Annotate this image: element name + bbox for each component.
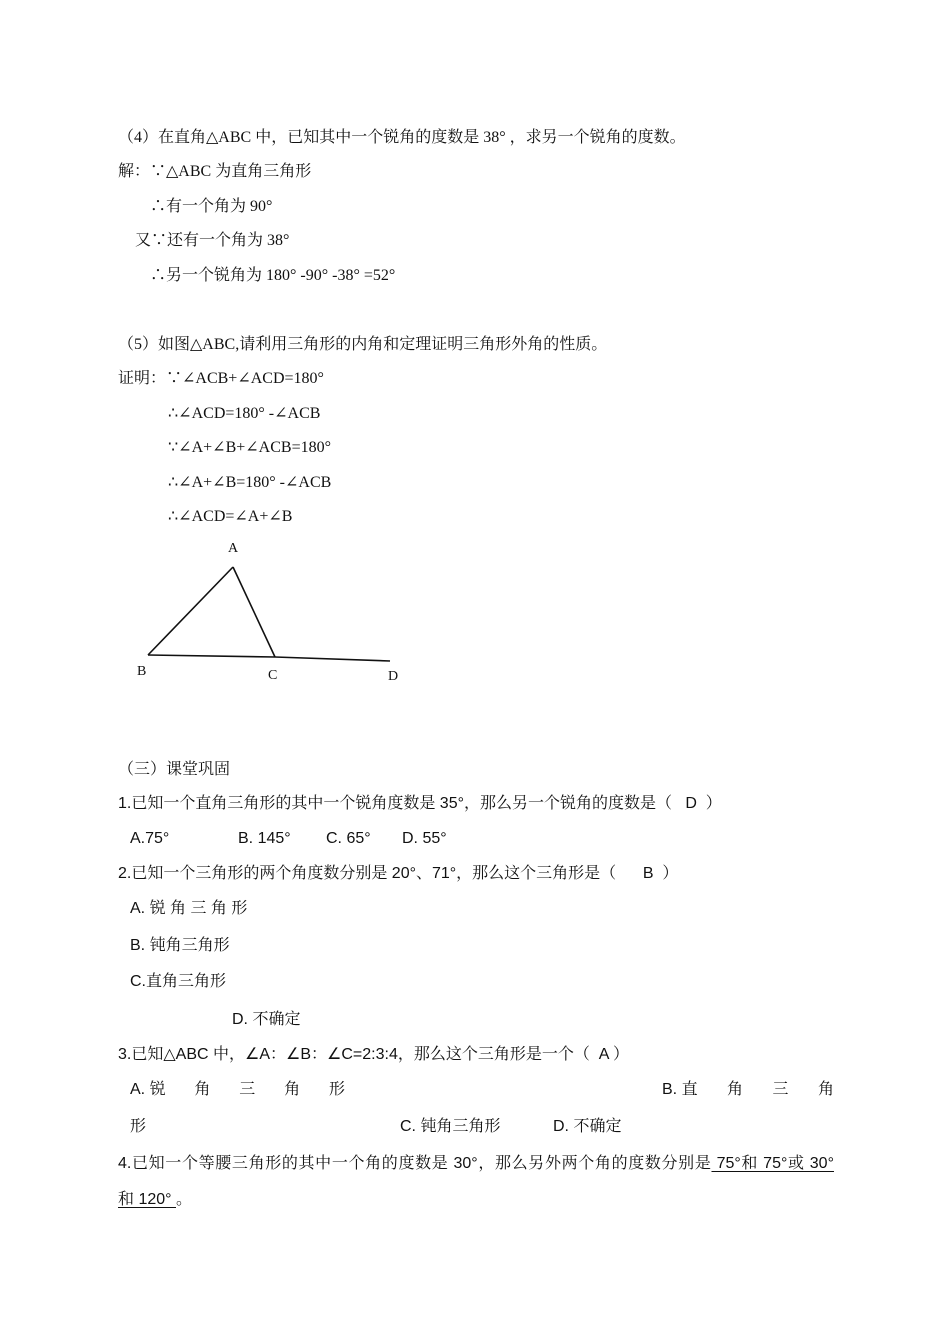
q1-stem: 1.已知一个直角三角形的其中一个锐角度数是 35°，那么另一个锐角的度数是（ D ） bbox=[118, 795, 722, 812]
q4-stem-line bbox=[118, 1154, 834, 1174]
q1-option-d: D. 55° bbox=[402, 830, 447, 847]
part4-solution-line-4: ∴另一个锐角为 180° -90° -38° =52° bbox=[150, 267, 396, 284]
segment-ac bbox=[233, 567, 275, 657]
part5-question: （5）如图△ABC,请利用三角形的内角和定理证明三角形外角的性质。 bbox=[118, 336, 608, 353]
q4-answer-line-1: 75°和 75°或 30° bbox=[711, 1155, 834, 1172]
q2-option-d: D. 不确定 bbox=[232, 1011, 301, 1028]
q1-option-a: A.75° bbox=[130, 830, 170, 847]
q4-end-punctuation: 。 bbox=[176, 1191, 193, 1208]
q3-option-a-piece: 三 bbox=[239, 1081, 256, 1098]
label-c: C bbox=[268, 668, 278, 683]
q3-option-b-piece: 三 bbox=[772, 1081, 789, 1098]
q3-option-b-piece: B. 直 bbox=[662, 1081, 698, 1098]
q3-option-c: C. 钝角三角形 bbox=[400, 1118, 501, 1135]
q4-stem: 4.已知一个等腰三角形的其中一个角的度数是 30°，那么另外两个角的度数分别是 bbox=[118, 1155, 712, 1172]
part4-solution-line-2: ∴有一个角为 90° bbox=[150, 198, 273, 215]
part4-solution-line-3: 又∵还有一个角为 38° bbox=[135, 232, 290, 249]
part4-question: （4）在直角△ABC 中，已知其中一个锐角的度数是 38° ，求另一个锐角的度数。 bbox=[118, 129, 686, 146]
part4-solution-line-1: 解：∵△ABC 为直角三角形 bbox=[118, 163, 312, 180]
part5-proof-line-5: ∴∠ACD=∠A+∠B bbox=[168, 508, 293, 525]
segment-ab bbox=[148, 567, 233, 655]
segment-cd bbox=[275, 657, 390, 661]
q3-option-b-piece: 角 bbox=[727, 1081, 744, 1098]
q2-stem: 2.已知一个三角形的两个角度数分别是 20°、71°，那么这个三角形是（ B ） bbox=[118, 865, 679, 882]
q2-option-a: A. 锐 角 三 角 形 bbox=[130, 900, 248, 917]
q3-option-a bbox=[130, 1080, 345, 1100]
part5-proof-line-2: ∴∠ACD=180° -∠ACB bbox=[168, 405, 321, 422]
section-heading: （三）课堂巩固 bbox=[118, 761, 231, 778]
label-a: A bbox=[228, 541, 239, 556]
part5-proof-line-3: ∵∠A+∠B+∠ACB=180° bbox=[168, 439, 331, 456]
q3-option-a-piece: 形 bbox=[328, 1081, 345, 1098]
part5-proof-line-1: 证明：∵∠ACB+∠ACD=180° bbox=[118, 370, 324, 387]
q2-option-c: C.直角三角形 bbox=[130, 973, 227, 990]
q4-answer-continuation bbox=[118, 1190, 192, 1210]
q3-option-b-tail: 形 bbox=[130, 1118, 147, 1135]
label-d: D bbox=[388, 669, 399, 684]
q1-option-b: B. 145° bbox=[238, 830, 291, 847]
q1-option-c: C. 65° bbox=[326, 830, 371, 847]
q2-option-b: B. 钝角三角形 bbox=[130, 937, 230, 954]
part5-proof-line-4: ∴∠A+∠B=180° -∠ACB bbox=[168, 474, 332, 491]
q3-option-a-piece: 角 bbox=[194, 1081, 211, 1098]
q3-option-d: D. 不确定 bbox=[553, 1118, 622, 1135]
label-b: B bbox=[137, 664, 147, 679]
segment-bc bbox=[148, 655, 275, 657]
q3-option-b bbox=[662, 1080, 834, 1100]
triangle-figure bbox=[130, 535, 410, 690]
q3-option-a-piece: 角 bbox=[284, 1081, 301, 1098]
q3-stem: 3.已知△ABC 中，∠A：∠B：∠C=2:3:4，那么这个三角形是一个（ A ） bbox=[118, 1046, 629, 1063]
q3-option-a-piece: A. 锐 bbox=[130, 1081, 166, 1098]
q3-option-b-piece: 角 bbox=[817, 1081, 834, 1098]
q4-answer-line-2: 和 120° bbox=[118, 1191, 176, 1208]
